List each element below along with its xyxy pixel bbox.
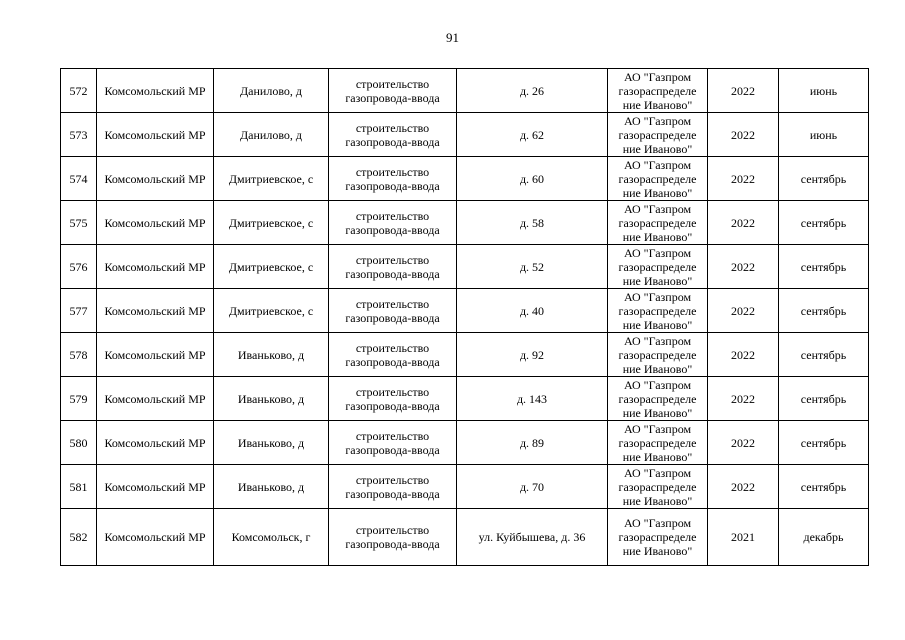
- work-type-cell: строительство газопровода-ввода: [329, 69, 457, 113]
- table-row: [61, 69, 869, 113]
- locality-cell: Данилово, д: [214, 69, 329, 113]
- district-cell: Комсомольский МР: [97, 377, 214, 421]
- work-type-cell: строительство газопровода-ввода: [329, 245, 457, 289]
- work-type-cell: строительство газопровода-ввода: [329, 421, 457, 465]
- address-cell: ул. Куйбышева, д. 36: [457, 509, 608, 566]
- organization-cell: АО "Газпром газораспределе ние Иваново": [608, 509, 708, 566]
- district-cell: Комсомольский МР: [97, 465, 214, 509]
- table-row: [61, 465, 869, 509]
- address-cell: д. 70: [457, 465, 608, 509]
- district-cell: Комсомольский МР: [97, 245, 214, 289]
- table-body: [61, 69, 869, 566]
- month-cell: сентябрь: [779, 421, 869, 465]
- table-row: [61, 509, 869, 566]
- address-cell: д. 58: [457, 201, 608, 245]
- month-cell: июнь: [779, 113, 869, 157]
- month-cell: сентябрь: [779, 377, 869, 421]
- page-number: 91: [446, 30, 459, 45]
- year-cell: 2022: [708, 69, 779, 113]
- organization-cell: АО "Газпром газораспределе ние Иваново": [608, 421, 708, 465]
- row-number: 576: [61, 245, 97, 289]
- address-cell: д. 143: [457, 377, 608, 421]
- row-number: 581: [61, 465, 97, 509]
- table-row: [61, 421, 869, 465]
- locality-cell: Иваньково, д: [214, 377, 329, 421]
- table-row: [61, 289, 869, 333]
- address-cell: д. 52: [457, 245, 608, 289]
- organization-cell: АО "Газпром газораспределе ние Иваново": [608, 289, 708, 333]
- month-cell: сентябрь: [779, 201, 869, 245]
- locality-cell: Данилово, д: [214, 113, 329, 157]
- address-cell: д. 92: [457, 333, 608, 377]
- district-cell: Комсомольский МР: [97, 69, 214, 113]
- work-type-cell: строительство газопровода-ввода: [329, 201, 457, 245]
- work-type-cell: строительство газопровода-ввода: [329, 377, 457, 421]
- gas-pipeline-table: [60, 68, 869, 566]
- address-cell: д. 60: [457, 157, 608, 201]
- locality-cell: Иваньково, д: [214, 421, 329, 465]
- district-cell: Комсомольский МР: [97, 509, 214, 566]
- year-cell: 2022: [708, 201, 779, 245]
- table-row: [61, 245, 869, 289]
- address-cell: д. 40: [457, 289, 608, 333]
- row-number: 575: [61, 201, 97, 245]
- work-type-cell: строительство газопровода-ввода: [329, 289, 457, 333]
- year-cell: 2022: [708, 377, 779, 421]
- year-cell: 2022: [708, 465, 779, 509]
- year-cell: 2022: [708, 157, 779, 201]
- locality-cell: Иваньково, д: [214, 465, 329, 509]
- month-cell: сентябрь: [779, 245, 869, 289]
- year-cell: 2022: [708, 113, 779, 157]
- locality-cell: Дмитриевское, с: [214, 245, 329, 289]
- work-type-cell: строительство газопровода-ввода: [329, 509, 457, 566]
- address-cell: д. 62: [457, 113, 608, 157]
- year-cell: 2022: [708, 333, 779, 377]
- table-row: [61, 201, 869, 245]
- organization-cell: АО "Газпром газораспределе ние Иваново": [608, 245, 708, 289]
- month-cell: сентябрь: [779, 157, 869, 201]
- organization-cell: АО "Газпром газораспределе ние Иваново": [608, 333, 708, 377]
- table-row: [61, 377, 869, 421]
- organization-cell: АО "Газпром газораспределе ние Иваново": [608, 377, 708, 421]
- work-type-cell: строительство газопровода-ввода: [329, 113, 457, 157]
- table-row: [61, 113, 869, 157]
- organization-cell: АО "Газпром газораспределе ние Иваново": [608, 113, 708, 157]
- organization-cell: АО "Газпром газораспределе ние Иваново": [608, 465, 708, 509]
- month-cell: декабрь: [779, 509, 869, 566]
- work-type-cell: строительство газопровода-ввода: [329, 465, 457, 509]
- table-row: [61, 157, 869, 201]
- organization-cell: АО "Газпром газораспределе ние Иваново": [608, 157, 708, 201]
- district-cell: Комсомольский МР: [97, 201, 214, 245]
- organization-cell: АО "Газпром газораспределе ние Иваново": [608, 201, 708, 245]
- district-cell: Комсомольский МР: [97, 333, 214, 377]
- row-number: 573: [61, 113, 97, 157]
- month-cell: сентябрь: [779, 465, 869, 509]
- work-type-cell: строительство газопровода-ввода: [329, 157, 457, 201]
- organization-cell: АО "Газпром газораспределе ние Иваново": [608, 69, 708, 113]
- district-cell: Комсомольский МР: [97, 289, 214, 333]
- address-cell: д. 26: [457, 69, 608, 113]
- row-number: 580: [61, 421, 97, 465]
- district-cell: Комсомольский МР: [97, 157, 214, 201]
- year-cell: 2022: [708, 421, 779, 465]
- row-number: 578: [61, 333, 97, 377]
- month-cell: сентябрь: [779, 333, 869, 377]
- locality-cell: Дмитриевское, с: [214, 289, 329, 333]
- row-number: 582: [61, 509, 97, 566]
- row-number: 574: [61, 157, 97, 201]
- district-cell: Комсомольский МР: [97, 421, 214, 465]
- row-number: 572: [61, 69, 97, 113]
- locality-cell: Дмитриевское, с: [214, 157, 329, 201]
- locality-cell: Комсомольск, г: [214, 509, 329, 566]
- locality-cell: Дмитриевское, с: [214, 201, 329, 245]
- month-cell: июнь: [779, 69, 869, 113]
- table-row: [61, 333, 869, 377]
- row-number: 579: [61, 377, 97, 421]
- address-cell: д. 89: [457, 421, 608, 465]
- year-cell: 2021: [708, 509, 779, 566]
- locality-cell: Иваньково, д: [214, 333, 329, 377]
- month-cell: сентябрь: [779, 289, 869, 333]
- work-type-cell: строительство газопровода-ввода: [329, 333, 457, 377]
- year-cell: 2022: [708, 289, 779, 333]
- year-cell: 2022: [708, 245, 779, 289]
- row-number: 577: [61, 289, 97, 333]
- district-cell: Комсомольский МР: [97, 113, 214, 157]
